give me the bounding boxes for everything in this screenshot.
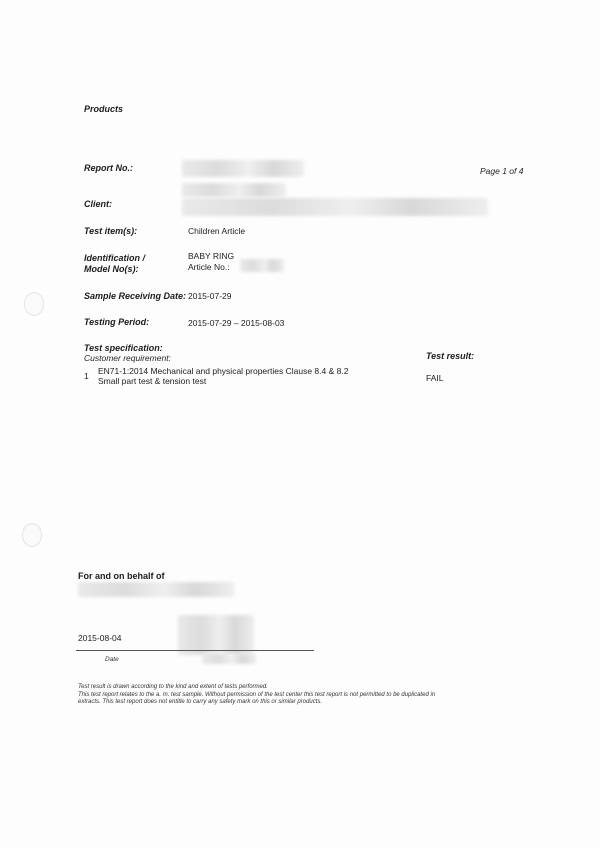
test-items-label: Test item(s): bbox=[84, 226, 138, 236]
identification-label-2: Model No(s): bbox=[84, 264, 139, 274]
testing-period-label: Testing Period: bbox=[84, 317, 150, 327]
punch-hole-bottom bbox=[22, 523, 42, 547]
signatory-name-redacted bbox=[202, 654, 256, 664]
identification-value-1: BABY RING bbox=[188, 251, 235, 261]
sample-receiving-value: 2015-07-29 bbox=[188, 291, 232, 301]
report-no-redacted bbox=[182, 160, 304, 177]
test-result-heading: Test result: bbox=[426, 351, 475, 361]
identification-label-1: Identification / bbox=[84, 253, 146, 263]
signature-date-label: Date bbox=[105, 656, 119, 663]
footer-notes bbox=[78, 684, 518, 707]
spec-item-number: 1 bbox=[84, 371, 89, 381]
spec-item-result: FAIL bbox=[426, 373, 444, 383]
footer-line-1: Test result is drawn according to the kind and extent of tests performed. bbox=[78, 684, 268, 690]
signature-underline bbox=[76, 650, 314, 651]
client-redacted-line2 bbox=[182, 198, 488, 216]
client-label: Client: bbox=[84, 199, 112, 209]
client-redacted-line1 bbox=[182, 183, 286, 197]
spec-item-line1: EN71-1:2014 Mechanical and physical properties Clause 8.4 & 8.2 bbox=[98, 366, 349, 376]
punch-hole-top bbox=[24, 292, 44, 316]
article-no-redacted bbox=[240, 259, 284, 272]
signature-date-value: 2015-08-04 bbox=[78, 633, 122, 643]
test-specification-heading: Test specification: bbox=[84, 343, 163, 353]
signature-redacted bbox=[178, 615, 254, 655]
report-no-label: Report No.: bbox=[84, 163, 133, 173]
footer-line-3: extracts. This test report does not entitle to carry any safety mark on this or similar products. bbox=[78, 699, 323, 705]
section-title: Products bbox=[84, 104, 124, 114]
testing-period-value: 2015-07-29 – 2015-08-03 bbox=[188, 318, 285, 328]
customer-requirement-label: Customer requirement: bbox=[84, 353, 171, 363]
sample-receiving-label: Sample Receiving Date: bbox=[84, 291, 187, 301]
page-indicator: Page 1 of 4 bbox=[480, 166, 524, 176]
footer-line-2: This test report relates to the a. m. test sample. Without permission of the test center this test report is not permitted to be duplicated in bbox=[78, 691, 436, 698]
test-items-value: Children Article bbox=[188, 226, 246, 236]
spec-item-line2: Small part test & tension test bbox=[98, 376, 207, 386]
company-redacted bbox=[78, 582, 234, 597]
on-behalf-label: For and on behalf of bbox=[78, 571, 165, 581]
identification-value-2: Article No.: bbox=[188, 262, 230, 272]
